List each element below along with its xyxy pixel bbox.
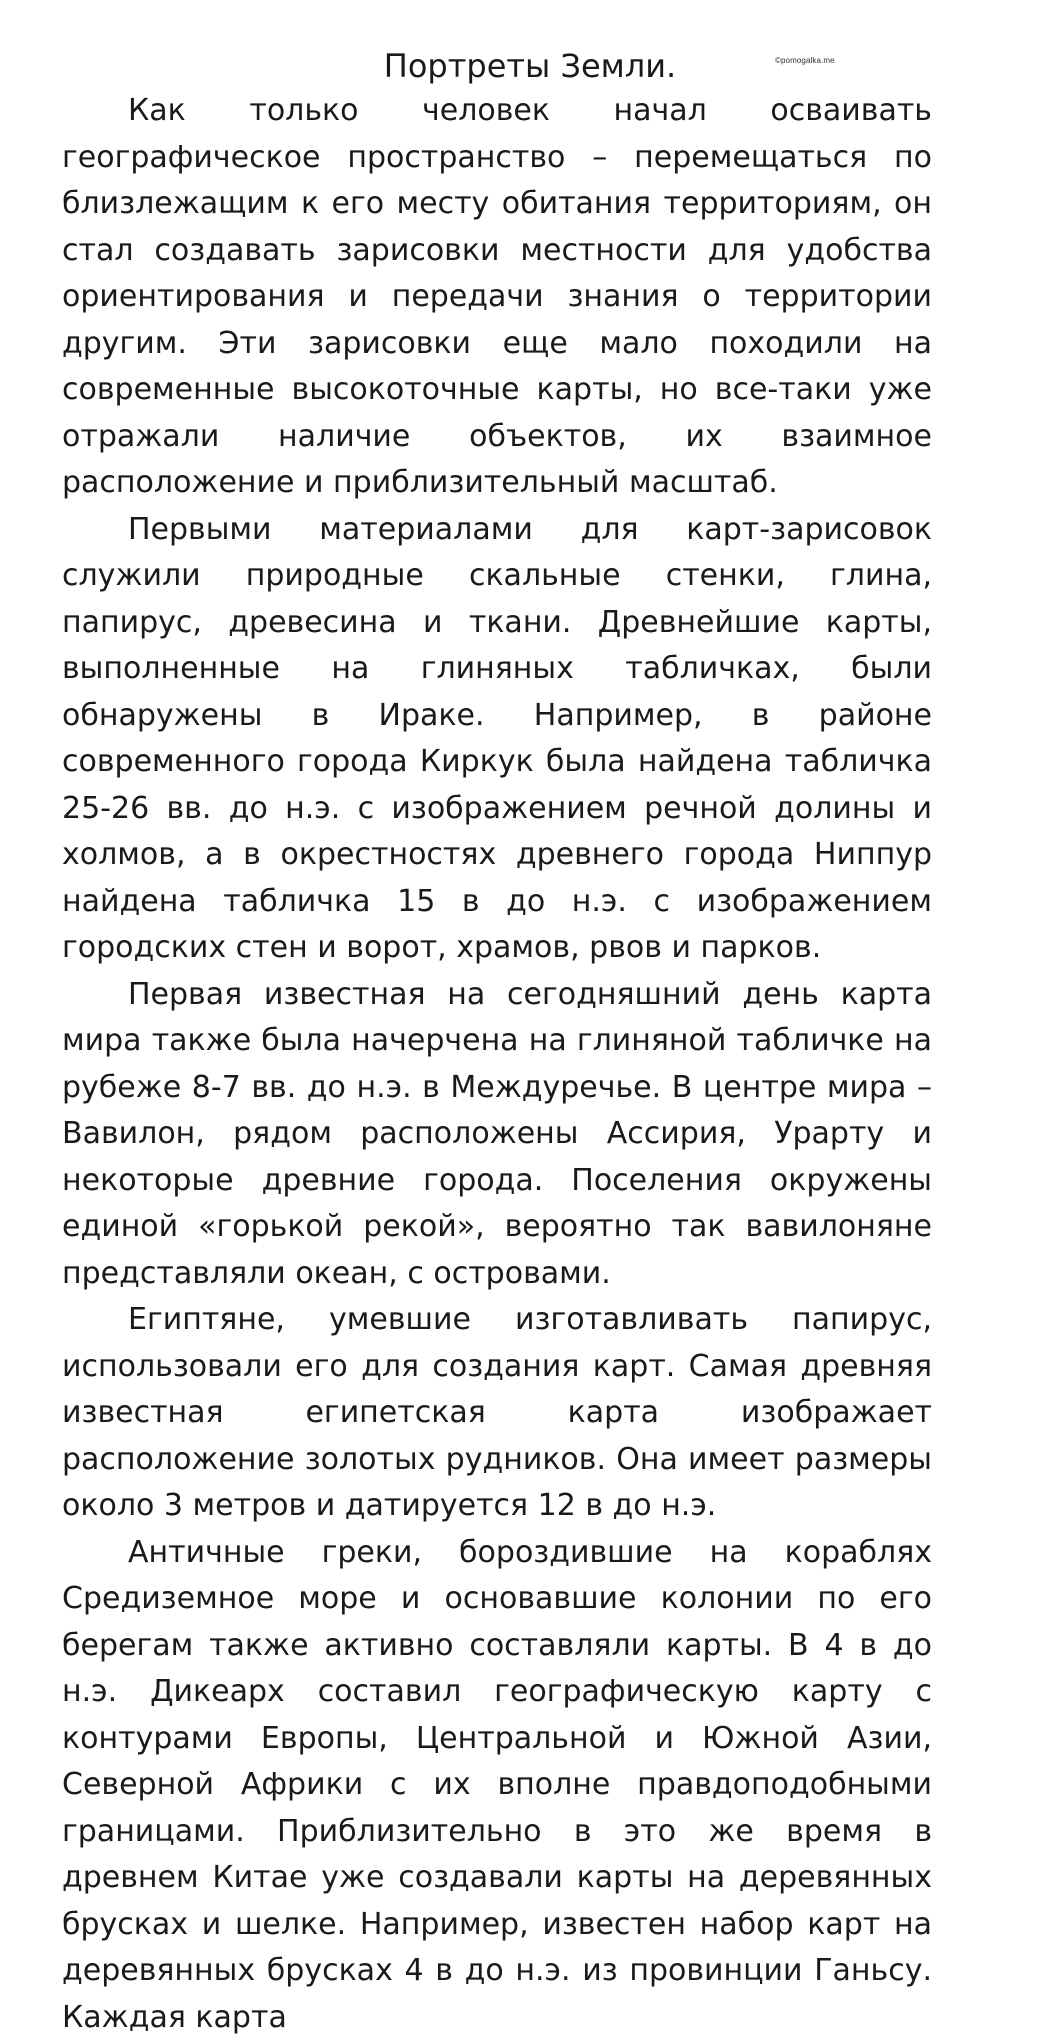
document-title: Портреты Земли.	[0, 42, 1060, 90]
watermark: ©pomogalka.me	[775, 56, 835, 65]
paragraph-2: Первыми материалами для карт-зарисовок служили природные скальные стенки, глина, папирус, древесина и ткани. Древнейшие карты, выполненные на глиняных табличках, были обнаружены в Ираке. Например, в районе современного города Киркук была найдена табличка 25-26 вв. до н.э. с изображением речной долины и холмов, а в окрестностях древнего города Ниппур найдена табличка 15 в до н.э. с изображением городских стен и ворот, храмов, рвов и парков.	[62, 507, 932, 972]
paragraph-4: Египтяне, умевшие изготавливать папирус, использовали его для создания карт. Самая древняя известная египетская карта изображает расположение золотых рудников. Она имеет размеры около 3 метров и датируется 12 в до н.э.	[62, 1297, 932, 1530]
document-body	[62, 88, 932, 2041]
paragraph-3: Первая известная на сегодняшний день карта мира также была начерчена на глиняной табличке на рубеже 8-7 вв. до н.э. в Междуречье. В центре мира – Вавилон, рядом расположены Ассирия, Урарту и некоторые древние города. Поселения окружены единой «горькой рекой», вероятно так вавилоняне представляли океан, с островами.	[62, 972, 932, 1298]
paragraph-1: Как только человек начал осваивать географическое пространство – перемещаться по близлежащим к его месту обитания территориям, он стал создавать зарисовки местности для удобства ориентирования и передачи знания о территории другим. Эти зарисовки еще мало походили на современные высокоточные карты, но все-таки уже отражали наличие объектов, их взаимное расположение и приблизительный масштаб.	[62, 88, 932, 507]
paragraph-5: Античные греки, бороздившие на кораблях Средиземное море и основавшие колонии по его берегам также активно составляли карты. В 4 в до н.э. Дикеарх составил географическую карту с контурами Европы, Центральной и Южной Азии, Северной Африки с их вполне правдоподобными границами. Приблизительно в это же время в древнем Китае уже создавали карты на деревянных брусках и шелке. Например, известен набор карт на деревянных брусках 4 в до н.э. из провинции Ганьсу. Каждая карта	[62, 1530, 932, 2041]
